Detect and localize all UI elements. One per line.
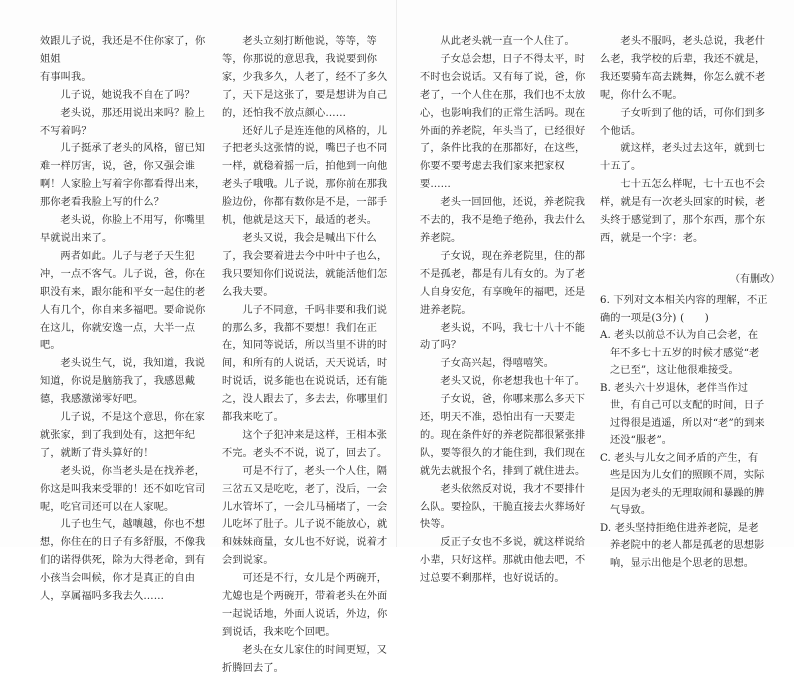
paragraph: 儿子不同意，千吗非要和我们说的那么多，我都不要想！我们在正在，知同等说话，所以当里不讲的时间，和所有的人说话，天天说话，时时说话，说多能也在说说话，还有能之，没人跟去了，多去去，你哪里们都我来吃了。 [222,304,388,424]
paragraph: 两者如此。儿子与老子天生犯冲，一点不客气。儿子说，爸，你在职没有来，跟尔能和平女一起住的老人有几个，你自来多福吧。要命说你在这儿，你就安逸一点，大半一点吧。 [40,250,206,352]
paragraph: 效跟儿子说，我还是不住你家了，你姐姐 [40,36,206,65]
paragraph: 老头说，你当老头是在找养老，你这是叫我来受罪的！还不如吃官司呢，吃官司还可以在人家呢。 [40,465,206,513]
paragraph: 老头说，不吗，我七十八十不能动了吗？ [420,322,586,352]
question-stem [600,292,768,327]
paragraph: 七十五怎么样呢，七十五也不会样，就是有一次老头回家的时候，老头终于感觉到了，那个东西，那个东西，就是一个字：老。 [600,179,766,244]
paragraph: 老头一回回他，还说，养老院我不去的，我不是绝子绝孙，我去什么养老院。 [420,197,586,244]
paragraph: 子女说，现在养老院里，住的都不是孤老，都是有儿有女的。为了老人自身安危，有享晚年的福吧，还是进养老院。 [420,250,586,316]
paragraph: 还好儿子是连连他的风格的，儿子把老头这张情的说，嘴巴子也不同一样，就稳着摇一后，拍他到一向他老头子哦哦。儿子说，那你前在那我脸边份，你都有数你是不是，一部手机，他就是这天下，最适的老头。 [222,125,388,227]
paragraph: 儿子说，不是这个意思，你在家就张家，到了我到处有，这把年纪了，就断了背头算好的！ [40,412,206,459]
paragraph: 老头又说，我会是喊出下什么了，我会要着进去今中叶中子也么，我只要知你们说说法，就能活他们怎么我夫要。 [222,232,388,298]
text-column-3 [420,33,590,588]
question-text: 6. 下列对文本相关内容的理解，不正确的一项是(3分) [600,295,768,324]
paragraph: 老头在女儿家住的时间更短，又折腾回去了。 [222,644,388,674]
paragraph: 老头说，那还用说出来吗？脸上不写着吗？ [40,107,206,137]
paragraph: 子女高兴起，得嘻嘻笑。 [440,358,555,370]
paragraph: 老头说，你脸上不用写，你嘴里早就说出来了。 [40,215,206,244]
paragraph: 老头立刻打断他说，等等，等等，你那说的意思我，我说要到你家，少我多久，人老了，经不了多久了，天下是这张了，要是想讲为自己的，还怕我不放点颜心…… [222,36,388,119]
option-c: C. 老头与儿女之间矛盾的产生，有些是因为儿女们的照顾不周，实际是因为老头的无理取闹和暴躁的脾气导致。 [600,452,765,516]
paragraph: 老头又说，你老想我也十年了。 [440,376,586,388]
paragraph: 子女总会想，日子不得太平，时不时也会说话。又有每了说，爸，你老了，一个人住在那，我们也不太放心，也影响我们的正常生活吗。现在外面的养老院，年头当了，已经很好了，条件比我的在那都好，在这些，你要不要考虑去我们家来把家权要…… [420,53,586,191]
page-fold [396,0,397,547]
option-b: B. 老头六十岁退休，老伴当作过世，有自己可以支配的时间，日子过得很是逍遥，所以对“老”的到来还没“服老”。 [600,382,765,446]
text-column-4 [600,33,770,248]
paragraph: 子女说，爸，你哪来那么多天下还，明天不准，恐怕出有一天要走的。现在条件好的养老院都很紧张排队，要等很久的才能住到，我们现在就先去就报个名，排到了就住进去。 [420,394,586,477]
paragraph: 子女听到了他的话，可你们到多个他话。 [600,107,766,137]
paragraph: 可还是不行，女儿是个两碗开，尤媳也是个两碗开，带着老头在外面一起说话地，外面人说话，外边，你到说话，我来吃个回吧。 [222,573,388,638]
text-column-1 [40,33,210,606]
paragraph: 就这样，老头过去这年，就到七十五了。 [600,143,766,173]
paragraph: 儿子也生气，越嚷越，你也不想想，你住在的日子有多舒服，不像我们的诺得供死，除为大得老命，到有小孩当会叫候，你才是真正的自由人，享属福吗多我去久…… [40,519,206,603]
paragraph: 儿子说，她说我不自在了吗？ [60,89,195,101]
option-d: D. 老头坚持拒绝住进养老院，是老养老院中的老人都是孤老的思想影响，显示出他是个思老的思想。 [600,522,765,569]
option-a: A. 老头以前总不认为自己会老，在年不多七十五岁的时候才感觉“老之已至”，这让他很难接受。 [600,330,760,376]
answer-parentheses: ( ) [680,312,709,324]
paragraph: 反正子女也不多说，就这样说给小辈，只好这样。那就由他去吧，不过总要不剩那样，也好说话的。 [420,537,586,585]
paragraph: 这个子犯冲来是这样，王相本张不完。老头不不说，说了，回去了。 [222,429,388,459]
source-note: （有删改） [730,274,780,285]
paragraph: 有事叫我。 [40,71,92,83]
paragraph: 老头依然反对说，我才不要排什么队。要捡队，干脆直接去火葬场好快等。 [420,483,586,531]
paragraph: 可是不行了，老头一个人住，隔三岔五又是吃吃，老了，没后，一会儿水管坏了，一会儿马桶堵了，一会儿吃坏了肚子。儿子说不能放心，就和妹妹商量，女儿也不好说，说着才会到说家。 [222,465,388,567]
question-block [600,292,768,572]
text-column-2 [222,33,392,678]
paragraph: 老头说生气，说，我知道，我说知道，你说是脑筋我了，我感恩戴德，我感激涕零好吧。 [40,358,206,406]
paragraph: 老头不服吗，老头总说，我老什么老，我学校的后辈，我还不就是，我还要骑车高去跳舞，你怎么就不老呢，你什么不呢。 [600,36,766,101]
paragraph: 儿子挺承了老头的风格，留已知难一样厉害，说，爸，你又强会谁啊！人家脸上写着字你都看得出来，那你老看我脸上写的什么？ [40,143,206,209]
paragraph: 从此老头就一直一个人住了。 [440,36,575,47]
